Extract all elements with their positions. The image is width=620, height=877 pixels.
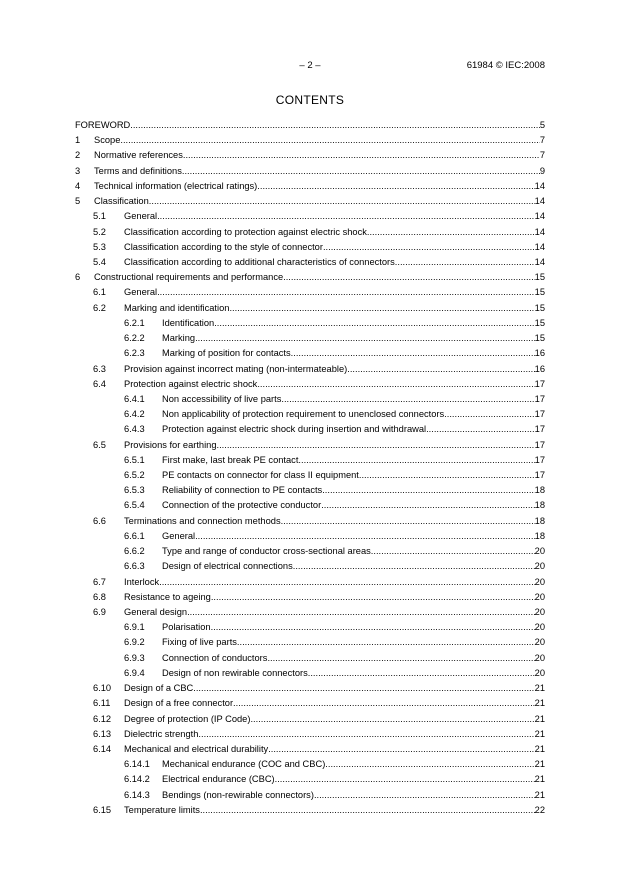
toc-entry-title: Constructional requirements and performance <box>94 270 283 285</box>
toc-entry[interactable] <box>75 209 545 224</box>
toc-entry[interactable] <box>75 270 545 285</box>
toc-entry-page: 15 <box>534 272 545 283</box>
toc-entry-line <box>162 331 545 346</box>
toc-entry-line <box>124 301 545 316</box>
toc-entry-line <box>94 179 545 194</box>
toc-entry-title: Protection against electric shock <box>124 377 257 392</box>
toc-entry-number: 6.2.3 <box>124 348 145 359</box>
dot-leader <box>198 727 534 742</box>
toc-entry-title: Connection of the protective conductor <box>162 498 321 513</box>
toc-entry-title: Terminations and connection methods <box>124 514 281 529</box>
toc-entry-page: 21 <box>534 743 545 754</box>
dot-leader <box>157 209 535 224</box>
toc-entry[interactable] <box>75 362 545 377</box>
toc-entry-line <box>94 148 545 163</box>
toc-entry-number: 6.9.4 <box>124 667 145 678</box>
toc-entry-line <box>162 422 545 437</box>
toc-entry-number: 6.14.2 <box>124 774 150 785</box>
toc-entry-title: PE contacts on connector for class II equipment <box>162 468 359 483</box>
toc-entry-page: 18 <box>534 500 545 511</box>
dot-leader <box>257 377 534 392</box>
toc-entry-title: Resistance to ageing <box>124 590 211 605</box>
toc-entry-page: 21 <box>534 698 545 709</box>
dot-leader <box>281 392 534 407</box>
dot-leader <box>183 148 540 163</box>
toc-entry-line <box>124 209 545 224</box>
toc-entry-title: Normative references <box>94 148 183 163</box>
toc-entry-title: Reliability of connection to PE contacts <box>162 483 322 498</box>
toc-entry-line <box>75 118 545 133</box>
dot-leader <box>293 559 535 574</box>
dot-leader <box>159 575 535 590</box>
toc-entry-line <box>162 757 545 772</box>
toc-entry-title: General <box>124 285 157 300</box>
toc-entry[interactable] <box>75 514 545 529</box>
toc-entry-title: First make, last break PE contact <box>162 453 298 468</box>
toc-entry-page: 17 <box>534 424 545 435</box>
toc-entry-page: 14 <box>534 226 545 237</box>
dot-leader <box>325 757 534 772</box>
toc-entry-number: 6.5.3 <box>124 485 145 496</box>
toc-entry[interactable] <box>75 225 545 240</box>
toc-entry-number: 2 <box>75 150 81 161</box>
toc-entry[interactable] <box>75 651 545 666</box>
toc-entry-number: 4 <box>75 180 81 191</box>
toc-entry-page: 16 <box>534 348 545 359</box>
toc-entry-line <box>162 346 545 361</box>
page-number: – 2 – <box>299 60 321 71</box>
dot-leader <box>211 590 535 605</box>
dot-leader <box>187 605 535 620</box>
dot-leader <box>214 316 534 331</box>
toc-entry-page: 7 <box>539 150 545 161</box>
toc-entry-number: 6.9.2 <box>124 637 145 648</box>
toc-entry[interactable] <box>75 529 545 544</box>
toc-entry-line <box>162 407 545 422</box>
toc-entry-line <box>124 285 545 300</box>
toc-entry-page: 14 <box>534 256 545 267</box>
toc-entry-page: 20 <box>534 546 545 557</box>
toc-entry[interactable] <box>75 605 545 620</box>
toc-entry-number: 6.5 <box>93 439 106 450</box>
toc-entry-page: 17 <box>534 393 545 404</box>
document-id: 61984 © IEC:2008 <box>466 60 545 71</box>
toc-entry-number: 5.2 <box>93 226 106 237</box>
toc-entry-page: 17 <box>534 454 545 465</box>
dot-leader <box>321 498 534 513</box>
dot-leader <box>359 468 535 483</box>
toc-entry-page: 21 <box>534 683 545 694</box>
toc-entry[interactable] <box>75 635 545 650</box>
toc-entry[interactable] <box>75 559 545 574</box>
toc-entry-line <box>162 666 545 681</box>
toc-entry-title: Provision against incorrect mating (non-intermateable) <box>124 362 347 377</box>
dot-leader <box>281 514 535 529</box>
toc-entry[interactable] <box>75 438 545 453</box>
toc-entry-page: 15 <box>534 333 545 344</box>
toc-entry-page: 21 <box>534 789 545 800</box>
toc-entry-title: Identification <box>162 316 214 331</box>
toc-entry-page: 20 <box>534 652 545 663</box>
toc-entry[interactable] <box>75 301 545 316</box>
toc-entry-line <box>94 133 545 148</box>
toc-entry-title: Polarisation <box>162 620 211 635</box>
toc-entry-page: 18 <box>534 530 545 541</box>
toc-entry-title: Degree of protection (IP Code) <box>124 712 250 727</box>
toc-entry[interactable] <box>75 422 545 437</box>
toc-entry-title: Marking and identification <box>124 301 229 316</box>
toc-entry-page: 14 <box>534 196 545 207</box>
toc-entry-number: 6.14.3 <box>124 789 150 800</box>
toc-entry-page: 14 <box>534 180 545 191</box>
dot-leader <box>233 696 535 711</box>
toc-entry-number: 6.3 <box>93 363 106 374</box>
toc-entry-number: 3 <box>75 165 81 176</box>
dot-leader <box>367 225 535 240</box>
toc-entry-line <box>162 559 545 574</box>
toc-entry-page: 21 <box>534 728 545 739</box>
toc-entry-title: Non applicability of protection requirement to unenclosed connectors <box>162 407 444 422</box>
toc-entry-page: 22 <box>534 804 545 815</box>
toc-entry-line <box>162 544 545 559</box>
toc-entry-page: 14 <box>534 211 545 222</box>
toc-entry-line <box>124 696 545 711</box>
toc-entry-line <box>162 392 545 407</box>
dot-leader <box>157 285 535 300</box>
toc-entry-line <box>124 727 545 742</box>
toc-entry-number: 6.7 <box>93 576 106 587</box>
toc-entry-line <box>162 316 545 331</box>
dot-leader <box>200 803 535 818</box>
toc-entry-title: Technical information (electrical ratings) <box>94 179 257 194</box>
toc-entry-title: Temperature limits <box>124 803 200 818</box>
toc-entry-page: 14 <box>534 241 545 252</box>
toc-entry-title: Bendings (non-rewirable connectors) <box>162 788 314 803</box>
toc-entry-number: 6.11 <box>93 698 111 709</box>
toc-entry-title: Connection of conductors <box>162 651 267 666</box>
toc-entry-title: Interlock <box>124 575 159 590</box>
toc-entry-title: Marking of position for contacts <box>162 346 291 361</box>
dot-leader <box>347 362 534 377</box>
toc-entry-number: 6.6.3 <box>124 561 145 572</box>
toc-entry[interactable] <box>75 240 545 255</box>
toc-entry-title: Provisions for earthing <box>124 438 217 453</box>
toc-entry-number: 6.13 <box>93 728 112 739</box>
toc-entry-page: 7 <box>539 135 545 146</box>
toc-entry-line <box>124 742 545 757</box>
toc-entry-line <box>124 803 545 818</box>
toc-entry-line <box>162 788 545 803</box>
dot-leader <box>257 179 534 194</box>
dot-leader <box>217 438 535 453</box>
dot-leader <box>250 712 534 727</box>
toc-entry[interactable] <box>75 194 545 209</box>
toc-entry-page: 15 <box>534 287 545 298</box>
dot-leader <box>308 666 535 681</box>
dot-leader <box>211 620 535 635</box>
dot-leader <box>322 483 534 498</box>
toc-entry[interactable] <box>75 285 545 300</box>
toc-entry-line <box>162 453 545 468</box>
toc-entry-line <box>162 529 545 544</box>
toc-entry-title: Protection against electric shock during insertion and withdrawal <box>162 422 426 437</box>
dot-leader <box>323 240 535 255</box>
toc-entry-number: 6.5.4 <box>124 500 145 511</box>
toc-entry-title: FOREWORD <box>75 118 130 133</box>
dot-leader <box>130 118 540 133</box>
toc-entry-number: 6.4.2 <box>124 409 145 420</box>
toc-entry-line <box>124 681 545 696</box>
dot-leader <box>268 742 534 757</box>
toc-entry[interactable] <box>75 377 545 392</box>
toc-entry-line <box>124 514 545 529</box>
toc-entry-line <box>124 255 545 270</box>
toc-entry-title: Classification <box>94 194 149 209</box>
toc-entry-number: 6.2.1 <box>124 317 145 328</box>
toc-entry-title: Classification according to the style of connector <box>124 240 323 255</box>
toc-entry[interactable] <box>75 164 545 179</box>
toc-entry[interactable] <box>75 727 545 742</box>
toc-entry[interactable] <box>75 544 545 559</box>
toc-entry[interactable] <box>75 620 545 635</box>
toc-entry-title: Mechanical and electrical durability <box>124 742 268 757</box>
toc-entry[interactable] <box>75 590 545 605</box>
toc-entry[interactable] <box>75 255 545 270</box>
toc-entry-page: 17 <box>534 409 545 420</box>
dot-leader <box>291 346 535 361</box>
toc-entry-line <box>124 575 545 590</box>
toc-entry-line <box>162 772 545 787</box>
toc-entry-number: 6.8 <box>93 591 106 602</box>
toc-entry-title: Type and range of conductor cross-sectional areas <box>162 544 371 559</box>
dot-leader <box>120 133 539 148</box>
toc-entry[interactable] <box>75 483 545 498</box>
toc-entry[interactable] <box>75 666 545 681</box>
toc-entry[interactable] <box>75 772 545 787</box>
toc-entry-page: 5 <box>539 120 545 130</box>
dot-leader <box>298 453 534 468</box>
toc-entry-page: 21 <box>534 774 545 785</box>
dot-leader <box>182 164 540 179</box>
toc-entry-number: 6.14 <box>93 743 112 754</box>
dot-leader <box>149 194 535 209</box>
toc-entry-title: Terms and definitions <box>94 164 182 179</box>
toc-entry-number: 6.9 <box>93 607 106 617</box>
toc-entry-line <box>162 468 545 483</box>
dot-leader <box>275 772 535 787</box>
dot-leader <box>237 635 535 650</box>
toc-entry-page: 17 <box>534 439 545 450</box>
dot-leader <box>444 407 534 422</box>
toc-entry-title: Design of electrical connections <box>162 559 293 574</box>
dot-leader <box>283 270 535 285</box>
toc-entry-number: 6.2.2 <box>124 333 145 344</box>
toc-entry-page: 17 <box>534 378 545 389</box>
dot-leader <box>395 255 535 270</box>
toc-entry[interactable] <box>75 179 545 194</box>
toc-entry-page: 20 <box>534 561 545 572</box>
dot-leader <box>267 651 534 666</box>
toc-entry-page: 20 <box>534 576 545 587</box>
toc-entry[interactable] <box>75 696 545 711</box>
toc-entry-page: 21 <box>534 759 545 770</box>
toc-entry[interactable] <box>75 407 545 422</box>
toc-entry-number: 6.4 <box>93 378 106 389</box>
toc-entry-page: 20 <box>534 607 545 617</box>
toc-entry-number: 6.10 <box>93 683 112 694</box>
toc-entry[interactable] <box>75 331 545 346</box>
toc-entry-number: 6.1 <box>93 287 106 298</box>
toc-entry-page: 16 <box>534 363 545 374</box>
toc-entry-line <box>94 194 545 209</box>
toc-entry-line <box>124 438 545 453</box>
toc-entry-title: Scope <box>94 133 120 148</box>
toc-entry-number: 6.2 <box>93 302 106 313</box>
toc-entry-page: 17 <box>534 470 545 481</box>
dot-leader <box>371 544 535 559</box>
toc-entry-number: 6.6.1 <box>124 530 145 541</box>
toc-entry[interactable] <box>75 803 545 818</box>
dot-leader <box>426 422 535 437</box>
dot-leader <box>193 681 534 696</box>
toc-entry-title: General design <box>124 605 187 620</box>
toc-entry-number: 6.14.1 <box>124 759 150 770</box>
table-of-contents <box>75 118 545 818</box>
toc-entry[interactable] <box>75 742 545 757</box>
toc-entry-number: 6 <box>75 272 81 283</box>
toc-entry-title: Electrical endurance (CBC) <box>162 772 275 787</box>
toc-entry-number: 5.1 <box>93 211 106 222</box>
toc-entry-page: 20 <box>534 622 545 633</box>
toc-entry-page: 21 <box>534 713 545 724</box>
toc-entry-page: 18 <box>534 515 545 526</box>
toc-entry-page: 18 <box>534 485 545 496</box>
toc-entry-line <box>162 620 545 635</box>
toc-entry-number: 6.6 <box>93 515 106 526</box>
toc-entry-line <box>124 605 545 620</box>
dot-leader <box>195 331 535 346</box>
toc-entry-line <box>162 635 545 650</box>
dot-leader <box>229 301 534 316</box>
toc-entry-line <box>124 362 545 377</box>
toc-entry-title: Classification according to additional characteristics of connectors <box>124 255 395 270</box>
toc-entry-line <box>94 164 545 179</box>
toc-entry-line <box>124 240 545 255</box>
toc-entry[interactable] <box>75 453 545 468</box>
toc-entry-line <box>162 498 545 513</box>
toc-entry[interactable] <box>75 133 545 148</box>
toc-entry[interactable] <box>75 757 545 772</box>
toc-entry-number: 6.6.2 <box>124 546 145 557</box>
toc-entry-number: 6.15 <box>93 804 112 815</box>
toc-entry-line <box>124 590 545 605</box>
toc-entry-number: 6.5.2 <box>124 470 145 481</box>
toc-entry-number: 6.4.1 <box>124 393 145 404</box>
toc-entry[interactable] <box>75 468 545 483</box>
toc-entry[interactable] <box>75 148 545 163</box>
toc-entry-title: Fixing of live parts <box>162 635 237 650</box>
page-title: CONTENTS <box>275 93 345 107</box>
toc-entry-title: Mechanical endurance (COC and CBC) <box>162 757 325 772</box>
toc-entry-number: 6.9.3 <box>124 652 145 663</box>
toc-entry[interactable] <box>75 118 545 133</box>
toc-entry-title: Design of a CBC <box>124 681 193 696</box>
toc-entry-number: 6.5.1 <box>124 454 145 465</box>
toc-entry-number: 1 <box>75 135 81 146</box>
toc-entry[interactable] <box>75 316 545 331</box>
toc-entry-number: 6.4.3 <box>124 424 145 435</box>
toc-entry[interactable] <box>75 788 545 803</box>
toc-entry-title: Classification according to protection against electric shock <box>124 225 367 240</box>
toc-entry-number: 5.4 <box>93 256 106 267</box>
toc-entry-line <box>162 483 545 498</box>
toc-entry-number: 5.3 <box>93 241 106 252</box>
toc-entry-title: Dielectric strength <box>124 727 198 742</box>
toc-entry-page: 15 <box>534 317 545 328</box>
toc-entry-title: General <box>124 209 157 224</box>
toc-entry-page: 20 <box>534 637 545 648</box>
toc-entry-page: 15 <box>534 302 545 313</box>
toc-entry-line <box>94 270 545 285</box>
toc-entry-title: General <box>162 529 195 544</box>
toc-entry-title: Design of non rewirable connectors <box>162 666 308 681</box>
toc-entry-title: Non accessibility of live parts <box>162 392 281 407</box>
toc-entry[interactable] <box>75 498 545 513</box>
toc-entry[interactable] <box>75 575 545 590</box>
toc-entry-number: 5 <box>75 196 81 207</box>
toc-entry[interactable] <box>75 392 545 407</box>
toc-entry-number: 6.12 <box>93 713 112 724</box>
toc-entry-page: 20 <box>534 591 545 602</box>
toc-entry-page: 9 <box>539 165 545 176</box>
toc-entry-page: 20 <box>534 667 545 678</box>
toc-entry-title: Marking <box>162 331 195 346</box>
dot-leader <box>195 529 535 544</box>
toc-entry-number: 6.9.1 <box>124 622 145 633</box>
toc-entry-line <box>124 712 545 727</box>
toc-entry-line <box>124 377 545 392</box>
toc-entry[interactable] <box>75 346 545 361</box>
toc-entry-line <box>124 225 545 240</box>
toc-entry-title: Design of a free connector <box>124 696 233 711</box>
toc-entry-line <box>162 651 545 666</box>
toc-entry[interactable] <box>75 681 545 696</box>
toc-entry[interactable] <box>75 712 545 727</box>
dot-leader <box>314 788 535 803</box>
